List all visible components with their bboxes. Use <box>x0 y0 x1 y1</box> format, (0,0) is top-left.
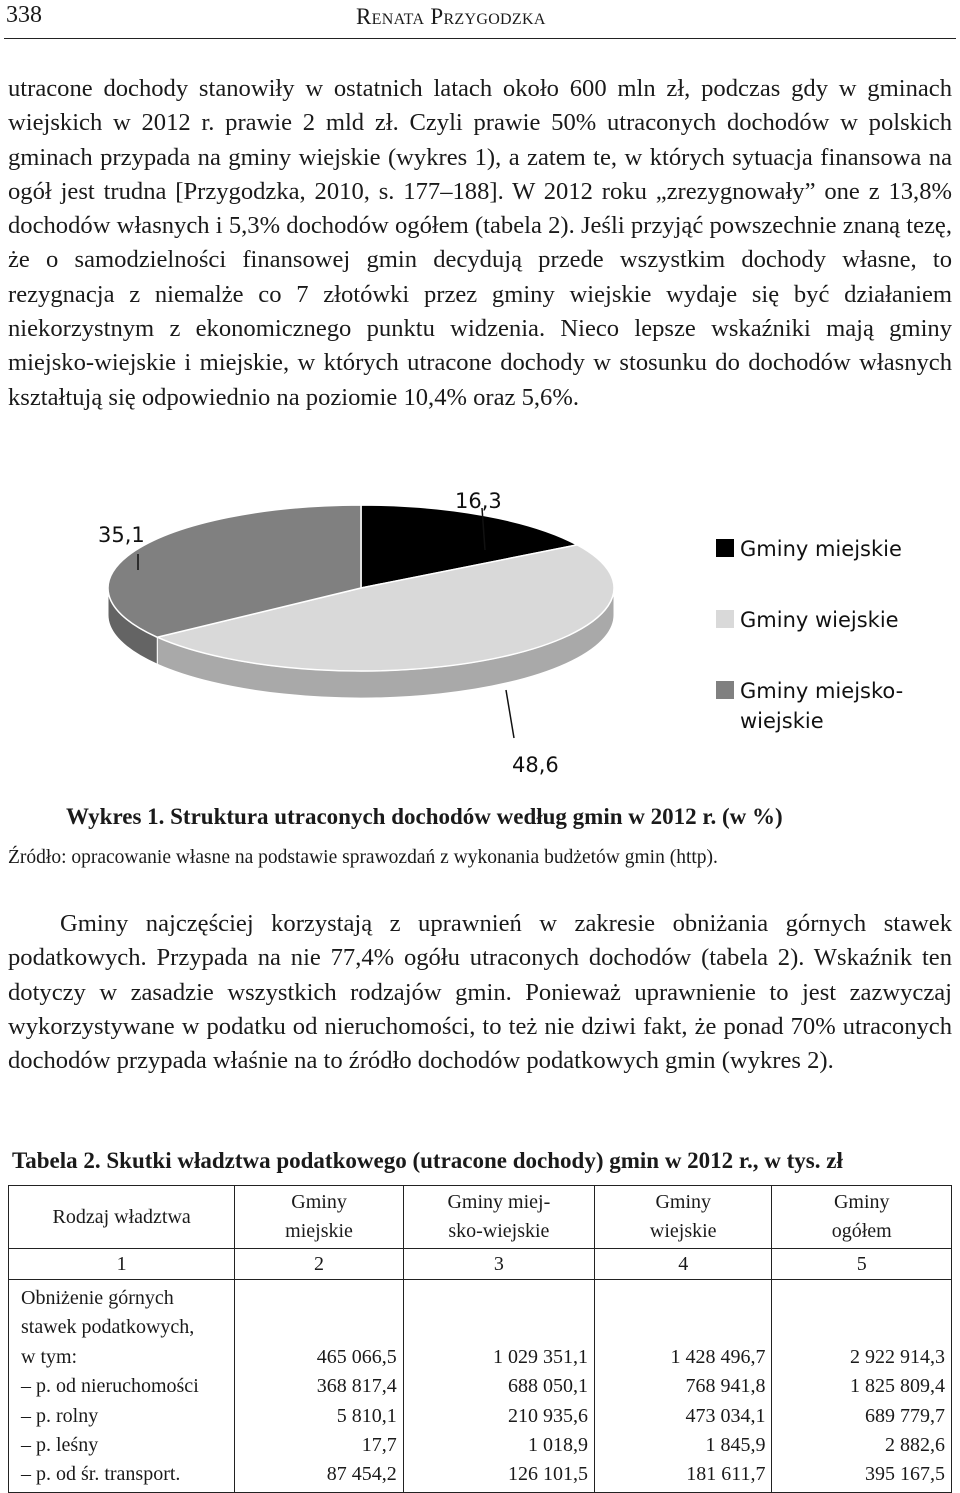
table-value: 1 428 496,7 <box>670 1345 766 1368</box>
values-cell <box>772 1280 952 1493</box>
pie-chart-svg <box>0 470 960 800</box>
table-value: 689 779,7 <box>865 1404 945 1427</box>
table-value: 395 167,5 <box>865 1463 945 1486</box>
table-value <box>241 1284 396 1313</box>
pie-chart <box>0 470 960 800</box>
table-value: 688 050,1 <box>507 1375 588 1398</box>
table-value: 17,7 <box>361 1433 397 1456</box>
column-number: 3 <box>403 1249 594 1280</box>
legend-swatch <box>716 539 734 557</box>
legend-label: Gminy wiejskie <box>740 608 899 632</box>
column-number: 2 <box>235 1249 403 1280</box>
column-number: 4 <box>594 1249 772 1280</box>
table-value <box>410 1313 588 1342</box>
page-header <box>0 0 960 40</box>
table-value: 1 825 809,4 <box>850 1375 945 1398</box>
table-value <box>410 1284 588 1313</box>
table-value <box>601 1313 766 1342</box>
data-table <box>8 1185 952 1493</box>
row-label-line: Obniżenie górnych <box>21 1287 174 1309</box>
legend-label: Gminy miejsko-wiejskie <box>740 679 904 733</box>
values-cell <box>403 1280 594 1493</box>
row-label-line: – p. leśny <box>21 1433 99 1456</box>
table-value <box>241 1313 396 1342</box>
table-caption: Tabela 2. Skutki władztwa podatkowego (utracone dochody) gmin w 2012 r., w tys. zł <box>12 1148 843 1173</box>
row-label-line: stawek podatkowych, <box>21 1316 195 1339</box>
table-value: 768 941,8 <box>685 1375 766 1398</box>
header-cell: Rodzaj władztwa <box>9 1186 235 1249</box>
table-value: 473 034,1 <box>685 1404 766 1427</box>
row-label-line: – p. od śr. transport. <box>21 1463 181 1486</box>
header-cell: Gminy miej- sko-wiejskie <box>403 1186 594 1249</box>
figure-source: Źródło: opracowanie własne na podstawie sprawozdań z wykonania budżetów gmin (http). <box>8 847 718 868</box>
header-cell: Gminy miejskie <box>235 1186 403 1249</box>
table-value <box>601 1284 766 1313</box>
data-label: 16,3 <box>455 489 502 513</box>
table-value: 181 611,7 <box>686 1463 766 1486</box>
table-value: 1 018,9 <box>527 1433 588 1456</box>
body-paragraph-2: Gminy najczęściej korzystają z uprawnień w zakresie obniżania górnych stawek podatkowych. Przypada na nie 77,4% ogółu utraconych dochodów (tabela 2). Wskaźnik ten dotyczy w zasadzie wszystkich rodzajów gmin. Ponieważ uprawnienie to jest zazwyczaj wykorzystywane w podatku od nieruchomości, to też nie dziwi fakt, że ponad 70% utraconych dochodów przypada właśnie na to źródło dochodów podatkowych gmin (wykres 2). <box>8 910 952 1075</box>
table-header-row <box>9 1186 952 1249</box>
legend-label: Gminy miejskie <box>740 537 902 561</box>
figure-caption: Wykres 1. Struktura utraconych dochodów według gmin w 2012 r. (w %) <box>66 804 783 829</box>
page-number: 338 <box>6 2 42 28</box>
data-label: 35,1 <box>98 523 145 547</box>
column-number: 1 <box>9 1249 235 1280</box>
header-rule <box>4 38 956 39</box>
running-head-author: Renata Przygodzka <box>356 4 546 29</box>
legend-swatch <box>716 610 734 628</box>
data-label: 48,6 <box>512 753 559 777</box>
legend-swatch <box>716 681 734 699</box>
values-cell <box>235 1280 403 1493</box>
body-paragraph-1: utracone dochody stanowiły w ostatnich latach około 600 mln zł, podczas gdy w gminach wiejskich w 2012 r. prawie 2 mld zł. Czyli prawie 50% utraconych dochodów w polskich gminach przypada na gminy wiejskie (wykres 1), a zatem te, w których sytuacja finansowa na ogół jest trudna [Przygodzka, 2010, s. 177–188]. W 2012 roku „zrezygnowały” one z 13,8% dochodów własnych i 5,3% dochodów ogółem (tabela 2). Jeśli przyjąć powszechnie znaną tezę, że o samodzielności finansowej gmin decydują przede wszystkim dochody własne, to rezygnacja z niemalże co 7 złotówki przez gminy wiejskie wydaje się być działaniem niekorzystnym z ekonomicznego punktu widzenia. Nieco lepsze wskaźniki mają gminy miejsko-wiejskie i miejskie, w których utracone dochody w stosunku do dochodów własnych kształtują się odpowiednio na poziomie 10,4% oraz 5,6%. <box>8 75 952 411</box>
table-value: 465 066,5 <box>316 1345 397 1368</box>
table-value: 368 817,4 <box>316 1375 397 1398</box>
table-value: 1 029 351,1 <box>492 1345 588 1368</box>
table-value: 126 101,5 <box>507 1463 588 1486</box>
column-number: 5 <box>772 1249 952 1280</box>
table-value <box>778 1284 945 1313</box>
row-labels-cell <box>9 1280 235 1493</box>
row-label-line: – p. rolny <box>21 1404 99 1427</box>
values-cell <box>594 1280 772 1493</box>
table-body-row <box>9 1280 952 1493</box>
header-cell: Gminy ogółem <box>772 1186 952 1249</box>
leader-line <box>506 690 514 738</box>
row-label-line: – p. od nieruchomości <box>21 1375 199 1398</box>
table-value: 87 454,2 <box>326 1463 397 1486</box>
table-value <box>778 1313 945 1342</box>
table-value: 210 935,6 <box>507 1404 588 1427</box>
row-label-line: w tym: <box>21 1345 78 1368</box>
table-value: 5 810,1 <box>336 1404 397 1427</box>
header-cell: Gminy wiejskie <box>594 1186 772 1249</box>
table-value: 2 882,6 <box>885 1433 945 1456</box>
table-value: 1 845,9 <box>705 1433 766 1456</box>
table-value: 2 922 914,3 <box>850 1345 945 1368</box>
column-number-row <box>9 1249 952 1280</box>
